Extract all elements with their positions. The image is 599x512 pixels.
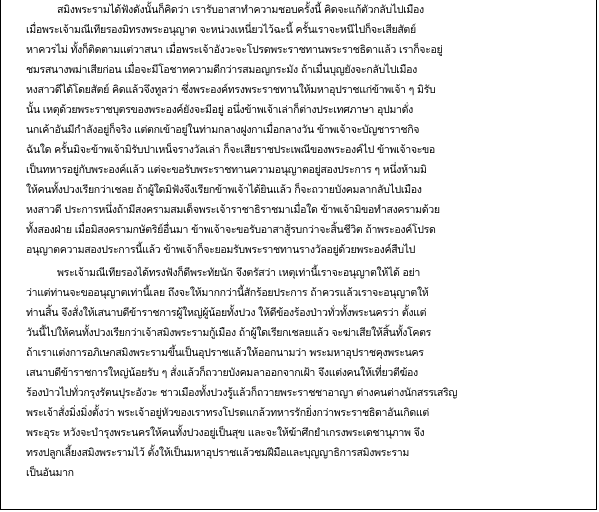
text-line: นกเค้าอันมีกำลังอยู่ก็จริง แต่ตกเข้าอยู่ในท่ามกลางฝูงกาเมื่อกลางวัน ข้าพเจ้าจะบัญชาราชกิจ	[26, 124, 420, 136]
text-line: ร้องป่าวไปทั่วกรุงรัตนปุระอังวะ ชาวเมืองทั้งปวงรู้แล้วก็ถวายพระราชชาอาญา ต่างคนต่างนักสรรเสริญ	[26, 387, 458, 399]
text-line: เป็นทหารอยู่กับพระองค์แล้ว แต่จะขอรับพระราชทานความอนุญาตอยู่สองประการ ๆ หนึ่งห้ามมิ	[26, 164, 427, 176]
text-line: ทั้งสองฝ่าย เมื่อมิสงครามกษัตริย์อื่นมา ข้าพเจ้าจะขอรับอาสาสู้รบกว่าจะสิ้นชีวิต ถ้าพระองค์โปรด	[26, 224, 436, 236]
text-line: ว่าแต่ท่านจะขออนุญาตเท่านี้เลย ถึงจะให้มากกว่านี้สักร้อยประการ ถ้าควรแล้วเราจะอนุญาตให้	[26, 287, 429, 299]
text-line: ทรงปลูกเลี้ยงสมิงพระรามไว้ ตั้งให้เป็นมหาอุปราชแล้วชมฝีมือและบุญญาธิการสมิงพระราม	[26, 447, 409, 459]
text-line: ท่านสิ้น จึงสั่งให้เสนาบดีข้าราชการผู้ใหญ่ผู้น้อยทั้งปวง ให้ดีข้องร้องป่าวทั่วทั้งพระนครว่า ตั้งแต่	[26, 307, 427, 319]
text-line: ให้คนทั้งปวงเรียกว่าเชลย ถ้าผู้ใดมิฟังจึงเรียกข้าพเจ้าได้ยินแล้ว ก็จะถวายบังคมลากลับไปเมือง	[26, 184, 422, 196]
text-line: พระเจ้ามณีเทียรองได้ทรงฟังก็ดีพระทัยนัก จึงตรัสว่า เหตุเท่านี้เราจะอนุญาตให้ได้ อย่า	[57, 267, 421, 279]
text-line: เป็นอันมาก	[26, 467, 74, 479]
text-line: หาควรไม่ ทั้งก็ติดตามแต่วาสนา เมื่อพระเจ้าอังวะจะโปรดพระราชทานพระราชธิดาแล้ว เราก็จะอยู่	[26, 44, 443, 56]
text-line: สมิงพระรามได้ฟังดังนั้นก็คิดว่า เรารับอาสาทำความชอบครั้งนี้ คิดจะแก้ตัวกลับไปเมือง	[57, 4, 424, 16]
text-line: วันนี้ไปให้คนทั้งปวงเรียกว่าเจ้าสมิงพระรามกู้เมือง ถ้าผู้ใดเรียกเชลยแล้ว จะฆ่าเสียให้สิ้นทั้งโคตร	[26, 327, 431, 339]
text-line: เมื่อพระเจ้ามณีเทียรองมิทรงพระอนุญาต จะหน่วงเหนี่ยวไว้ฉะนี้ ครั้นเราจะหนีไปก็จะเสียสัตย์	[26, 24, 416, 36]
text-line: ฉันใด ครั้นมิจะข้าพเจ้ามิรับปาเหน็จรางวัลเล่า ก็จะเสียราชประเพณีของพระองค์ไป ข้าพเจ้าจะขอ	[26, 144, 435, 156]
text-line: หงสาวดีได้โดยสัตย์ คิดแล้วจึงทูลว่า ซึ่งพระองค์ทรงพระราชทานให้มหาอุปราชแก่ข้าพเจ้า ๆ มิรับ	[26, 84, 436, 96]
document-body	[26, 0, 575, 483]
text-line: พระอุระ หวังจะบำรุงพระนครให้คนทั้งปวงอยู่เป็นสุข และจะให้ฆ้าศึกยำเกรงพระเดชานุภาพ จึง	[26, 427, 425, 439]
text-line: ถ้าเราแต่งการอภิเษกสมิงพระรามขึ้นเป็นอุปราชแล้วให้ออกนามว่า พระมหาอุปราชคุงพระนคร	[26, 347, 424, 359]
text-line: เสนาบดีข้าราชการใหญ่น้อยรับ ๆ สั่งแล้วก็ถวายบังคมลาออกจากเฝ้า จึงแต่งคนให้เที่ยวตีฆ้อง	[26, 367, 418, 379]
text-line: ชมรสนางพม่าเสียก่อน เมื่อจะมีโอชาทความดีกว่ารสมอญกระมัง ถ้าเมื่นบุญยังจะกลับไปเมือง	[26, 64, 417, 76]
text-line: พระเจ้าสั่งมิ่งมิ่งตั้งว่า พระเจ้าอยู่หัวของเราทรงโปรดแกล้วทหารรักยิ่งกว่าพระราชธิดาอันเกิดแต่	[26, 407, 429, 419]
paragraph	[26, 263, 575, 483]
text-line: นั้น เหตุด้วยพระราชบุตรของพระองค์ยังจะมีอยู่ อนึ่งข้าพเจ้าเล่าก็ต่างประเทศภาษา อุปมาดั่ง	[26, 104, 413, 116]
text-line: หงสาวดี ประการหนึ่งถ้ามีสงครามสมเด็จพระเจ้าราชาธิราชมาเมื่อใด ข้าพเจ้ามิขอทำสงครามด้วย	[26, 204, 440, 216]
text-line: อนุญาตความสองประการนี้แล้ว ข้าพเจ้าก็จะยอมรับพระราชทานรางวัลอยู่ด้วยพระองค์สืบไป	[26, 244, 416, 256]
paragraph	[26, 0, 575, 260]
